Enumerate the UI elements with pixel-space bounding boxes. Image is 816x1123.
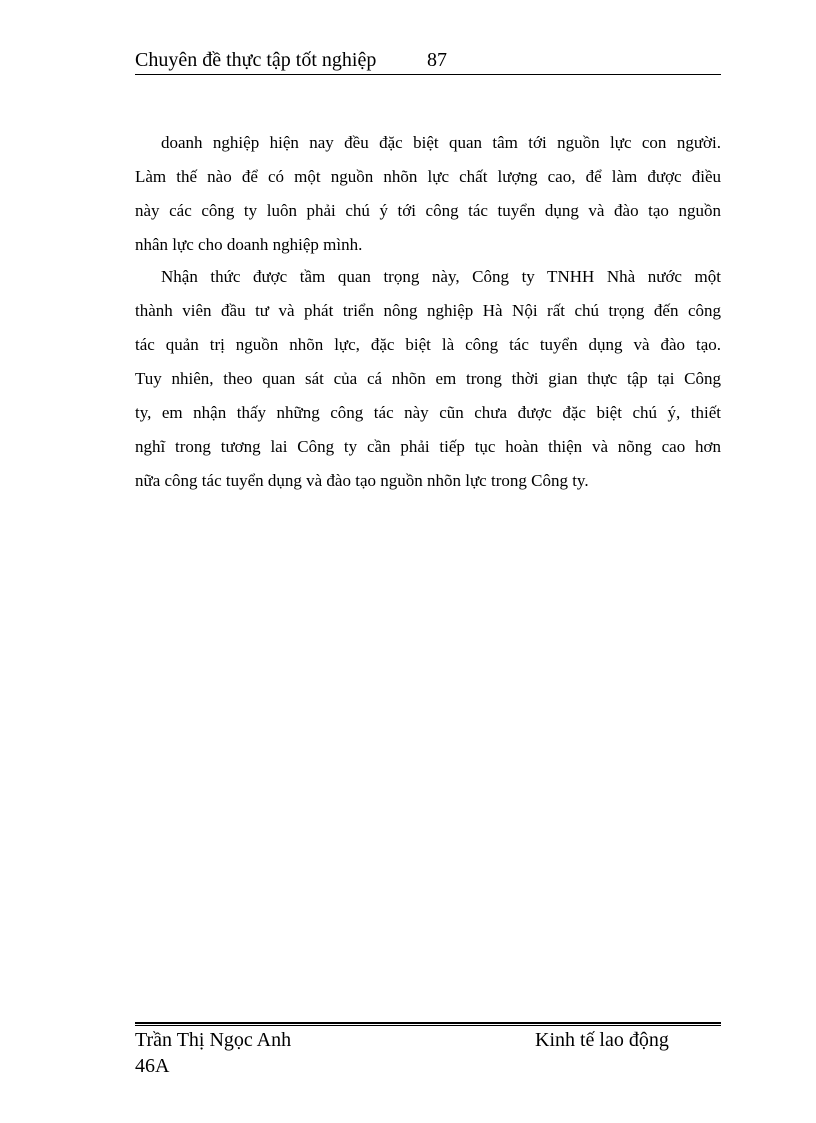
text-line: thành viên đầu tư và phát triển nông nghiệp Hà Nội rất chú trọng đến công (135, 301, 721, 320)
text-line: nghĩ trong tương lai Công ty cần phải tiếp tục hoàn thiện và nõng cao hơn (135, 437, 721, 456)
text-line: Làm thế nào để có một nguồn nhõn lực chất lượng cao, để làm được điều (135, 167, 721, 186)
text-line: ty, em nhận thấy những công tác này cũn chưa được đặc biệt chú ý, thiết (135, 403, 721, 422)
text-line: nữa công tác tuyển dụng và đào tạo nguồn nhõn lực trong Công ty. (135, 471, 589, 490)
page-header (135, 48, 721, 75)
text-line: tác quản trị nguồn nhõn lực, đặc biệt là công tác tuyển dụng và đào tạo. (135, 335, 721, 354)
text-line: nhân lực cho doanh nghiệp mình. (135, 235, 363, 254)
text-line: doanh nghiệp hiện nay đều đặc biệt quan tâm tới nguồn lực con người. (161, 133, 721, 152)
text-line: này các công ty luôn phải chú ý tới công tác tuyển dụng và đào tạo nguồn (135, 201, 721, 220)
footer-class: 46A (135, 1055, 170, 1077)
footer-author: Trần Thị Ngọc Anh (135, 1029, 292, 1051)
paragraph-2 (135, 260, 721, 498)
paragraph-1 (135, 126, 721, 262)
footer-department: Kinh tế lao động (535, 1029, 669, 1051)
footer-divider (135, 1022, 721, 1026)
header-title: Chuyên đề thực tập tốt nghiệp (135, 49, 377, 71)
text-line: Tuy nhiên, theo quan sát của cá nhõn em trong thời gian thực tập tại Công (135, 369, 721, 388)
text-line: Nhận thức được tầm quan trọng này, Công ty TNHH Nhà nước một (161, 267, 721, 286)
page-number: 87 (427, 49, 447, 71)
